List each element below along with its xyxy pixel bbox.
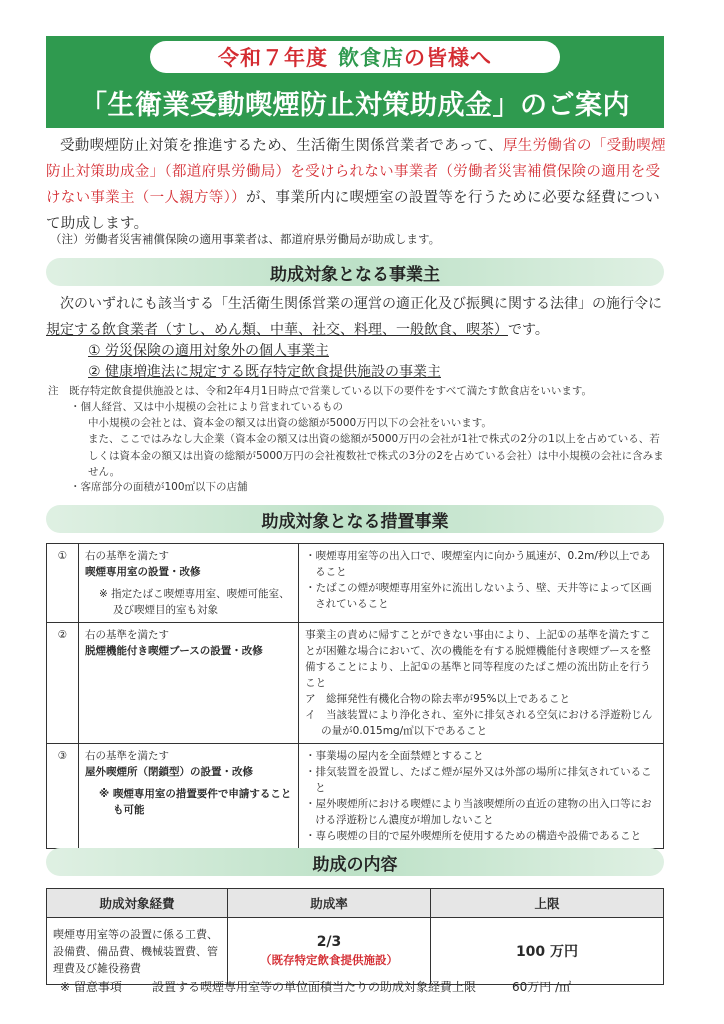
measures-table bbox=[46, 543, 664, 849]
facility-note-bullet-2: ・客席部分の面積が100㎡以下の店舗 bbox=[70, 481, 248, 493]
footer-value: 60万円 /㎡ bbox=[512, 980, 572, 994]
measure-label-cell bbox=[79, 544, 299, 623]
page-title: 「生衛業受動喫煙防止対策助成金」のご案内 bbox=[80, 89, 630, 121]
section-heading-subsidy: 助成の内容 bbox=[46, 848, 664, 876]
column-header-rate: 助成率 bbox=[228, 889, 431, 918]
row-number: ① bbox=[47, 544, 79, 623]
measure-lead: 右の基準を満たす bbox=[85, 750, 170, 762]
measure-note: ※ 指定たばこ喫煙専用室、喫煙可能室、及び喫煙目的室も対象 bbox=[99, 588, 290, 616]
target-paragraph bbox=[46, 291, 666, 343]
header-pill bbox=[150, 41, 560, 73]
section-heading-measures: 助成対象となる措置事業 bbox=[46, 505, 664, 533]
measure-title: 脱煙機能付き喫煙ブースの設置・改修 bbox=[85, 645, 263, 657]
criteria-item: 事業主の責めに帰すことができない事由により、上記①の基準を満たすことが困難な場合において、次の機能を有する脱煙機能付き喫煙ブースを整備することにより、上記①の基準と同等程度のたばこ煙の流出防止を行うこと bbox=[305, 629, 651, 689]
intro-text-2: 厚生労働省の「受動喫煙防止対策助成金」（都道府県労働局）を受けられない事業者 bbox=[46, 138, 666, 180]
column-header-limit: 上限 bbox=[431, 889, 664, 918]
intro-text-3: （労働者災害補償保険の適用を受けない事業主（一人親方等）） bbox=[46, 164, 661, 206]
measure-lead: 右の基準を満たす bbox=[85, 629, 170, 641]
table-row bbox=[47, 623, 664, 744]
criteria-item: ・排気装置を設置し、たばこ煙が屋外又は外部の場所に排気されていること bbox=[305, 766, 652, 794]
pill-target: 飲食店 bbox=[338, 46, 404, 70]
measure-note: ※ 喫煙専用室の措置要件で申請することも可能 bbox=[99, 788, 292, 816]
rate-value: 2/3 bbox=[316, 934, 342, 950]
facility-note-bullet-1: ・個人経営、又は中小規模の会社により営まれているもの bbox=[70, 401, 343, 413]
criteria-item: ・専ら喫煙の目的で屋外喫煙所を使用するための構造や設備であること bbox=[305, 830, 642, 842]
criteria-item: ・事業場の屋内を全面禁煙とすること bbox=[305, 750, 484, 762]
measure-label-cell bbox=[79, 623, 299, 744]
target-text-a: 次のいずれにも該当する「生活衛生関係営業の運営の適正化及び振興に関する法律」の施行令に bbox=[60, 296, 662, 312]
table-row bbox=[47, 544, 664, 623]
criteria-item: ・屋外喫煙所における喫煙により当該喫煙所の直近の建物の出入口等における浮遊粉じん濃度が増加しないこと bbox=[305, 798, 652, 826]
intro-text-4: が、事業所内に喫煙室の設置等を行うために必要な経費について助成します。 bbox=[46, 190, 661, 232]
target-text-b: 規定する飲食業者（すし、めん類、中華、社交、料理、一般飲食、喫茶） bbox=[46, 322, 508, 338]
column-header-expense: 助成対象経費 bbox=[47, 889, 228, 918]
table-row bbox=[47, 744, 664, 849]
pill-year: 令和７年度 bbox=[218, 46, 328, 70]
rate-cell bbox=[228, 918, 431, 985]
footer-text: 設置する喫煙専用室等の単位面積当たりの助成対象経費上限 bbox=[152, 980, 477, 994]
criteria-item: イ 当該装置により浄化され、室外に排気される空気における浮遊粉じんの量が0.015mg/㎥以下であること bbox=[305, 709, 653, 737]
criteria-item: ア 総揮発性有機化合物の除去率が95%以上であること bbox=[305, 693, 570, 705]
rate-condition: （既存特定飲食提供施設） bbox=[260, 953, 398, 967]
subsidy-table bbox=[46, 888, 664, 985]
measure-criteria-cell bbox=[299, 623, 664, 744]
measure-title: 喫煙専用室の設置・改修 bbox=[85, 566, 201, 578]
criteria-item: ・たばこの煙が喫煙専用室外に流出しないよう、壁、天井等によって区画されていること bbox=[305, 582, 652, 610]
row-number: ② bbox=[47, 623, 79, 744]
condition-item-2: ② 健康増進法に規定する既存特定飲食提供施設の事業主 bbox=[88, 364, 441, 380]
measure-lead: 右の基準を満たす bbox=[85, 550, 170, 562]
measure-criteria-cell bbox=[299, 544, 664, 623]
header-banner bbox=[46, 36, 664, 128]
table-row bbox=[47, 918, 664, 985]
measure-title: 屋外喫煙所（閉鎖型）の設置・改修 bbox=[85, 766, 254, 778]
pill-greeting: の皆様へ bbox=[404, 46, 492, 70]
row-number: ③ bbox=[47, 744, 79, 849]
footer-label: ※ 留意事項 bbox=[60, 980, 122, 994]
intro-note: （注）労働者災害補償保険の適用事業者は、都道府県労働局が助成します。 bbox=[50, 232, 441, 246]
footer-note bbox=[60, 978, 660, 995]
facility-note-sme: 中小規模の会社とは、資本金の額又は出資の総額が5000万円以下の会社をいいます。 bbox=[88, 417, 492, 429]
measure-label-cell bbox=[79, 744, 299, 849]
facility-note-exclusion: また、ここではみなし大企業（資本金の額又は出資の総額が5000万円の会社が1社で株式の2分の1以上を占めている、若しくは資本金の額又は出資の総額が5000万円の会社複数社で株式の3分の2を占めている会社）は中小規模の会社に含みません。 bbox=[88, 433, 664, 478]
criteria-item: ・喫煙専用室等の出入口で、喫煙室内に向かう風速が、0.2m/秒以上であること bbox=[305, 550, 651, 578]
measure-criteria-cell bbox=[299, 744, 664, 849]
section-heading-target: 助成対象となる事業主 bbox=[46, 258, 664, 286]
intro-text-1: 受動喫煙防止対策を推進するため、生活衛生関係営業者であって、 bbox=[60, 138, 503, 154]
facility-note: 注 既存特定飲食提供施設とは、令和2年4月1日時点で営業している以下の要件をすべて満たす飲食店をいいます。 bbox=[48, 385, 592, 397]
limit-cell: 100 万円 bbox=[431, 918, 664, 985]
table-header-row bbox=[47, 889, 664, 918]
condition-item-1: ① 労災保険の適用対象外の個人事業主 bbox=[88, 343, 329, 359]
intro-paragraph bbox=[46, 133, 666, 237]
target-text-c: です。 bbox=[508, 322, 549, 338]
expense-cell: 喫煙専用室等の設置に係る工費、設備費、備品費、機械装置費、管理費及び雑役務費 bbox=[47, 918, 228, 985]
